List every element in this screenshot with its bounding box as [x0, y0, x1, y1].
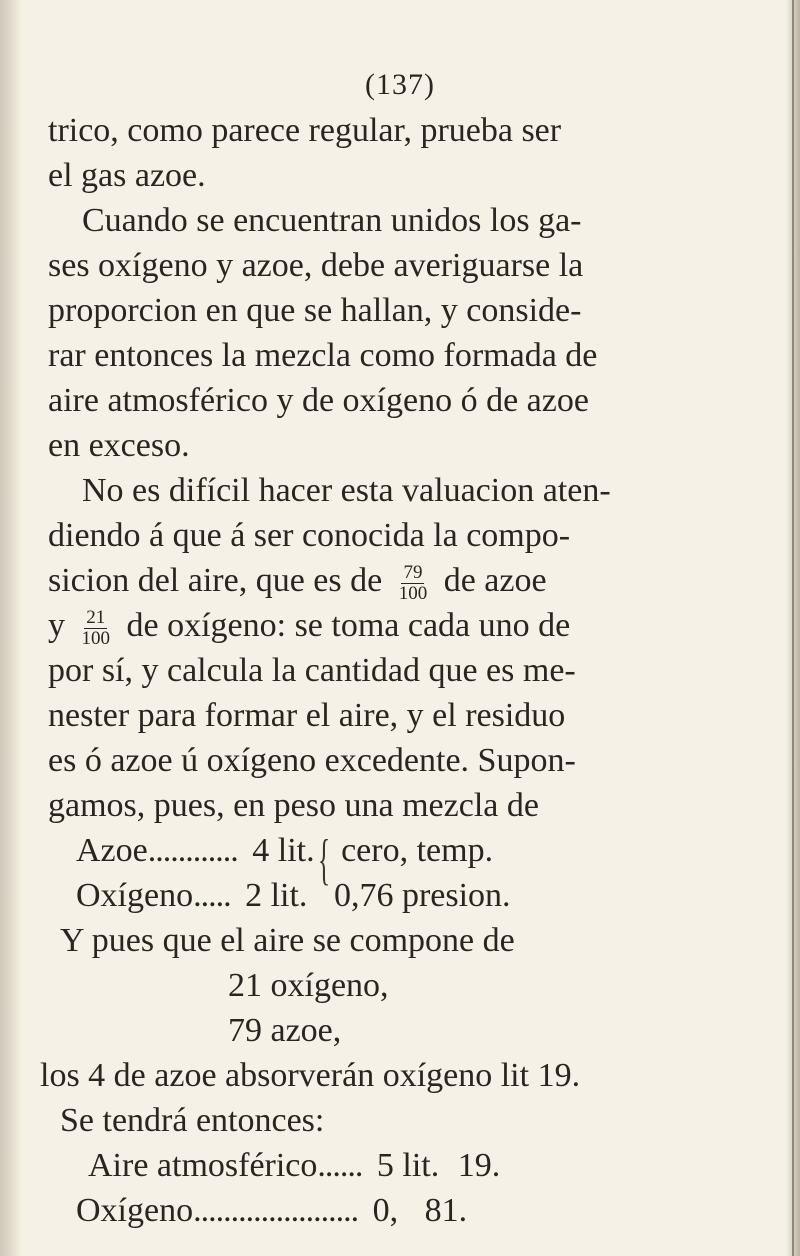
text-line — [48, 603, 638, 648]
text-line — [48, 963, 638, 1008]
text-line — [48, 198, 638, 243]
text-line — [48, 153, 638, 198]
text-line — [48, 738, 638, 783]
result-name: Aire atmosférico — [88, 1147, 318, 1184]
text-line — [48, 648, 638, 693]
result-decimal: 19. — [457, 1147, 501, 1184]
fraction-oxigeno — [80, 608, 113, 649]
body-text — [40, 108, 638, 1233]
fraction-numerator: 21 — [86, 606, 106, 628]
text-line — [48, 423, 638, 468]
result-name: Oxígeno — [76, 1192, 194, 1229]
result-dots: ...... — [317, 1147, 363, 1184]
page-number: (137) — [365, 68, 435, 101]
mixture-amount: 4 lit. — [252, 832, 315, 869]
text-line-content: los 4 de azoe absorverán oxígeno lit 19. — [40, 1057, 581, 1094]
text-line — [48, 693, 638, 738]
text-line-content: diendo á que á ser conocida la compo- — [48, 517, 571, 554]
mixture-condition: cero, temp. — [341, 832, 494, 869]
text-line-content: ses oxígeno y azoe, debe averiguarse la — [48, 247, 584, 284]
text-line-content: sicion del aire, que es de — [48, 562, 383, 599]
text-line-content: nester para formar el aire, y el residuo — [48, 697, 566, 734]
text-line-content: Se tendrá entonces: — [60, 1102, 325, 1139]
fraction-numerator: 79 — [403, 561, 423, 583]
text-line — [48, 1098, 638, 1143]
text-line — [48, 1008, 638, 1053]
text-line-content: rar entonces la mezcla como formada de — [48, 337, 598, 374]
mixture-dots: ..... — [193, 877, 231, 914]
text-line-content: por sí, y calcula la cantidad que es me- — [48, 652, 576, 689]
text-line-content: Y pues que el aire se compone de — [60, 922, 515, 959]
text-line-content: 21 oxígeno, — [228, 967, 389, 1004]
text-line-content: de oxígeno: se toma cada uno de — [126, 607, 571, 644]
mixture-table — [48, 828, 638, 918]
brace-glyph: { — [318, 829, 331, 891]
text-line — [48, 558, 638, 603]
text-line — [48, 783, 638, 828]
text-line-content: aire atmosférico y de oxígeno ó de azoe — [48, 382, 589, 419]
text-line-content: trico, como parece regular, prueba ser — [48, 112, 562, 149]
text-line-content: Cuando se encuentran unidos los ga- — [82, 202, 582, 239]
text-line-content: en exceso. — [48, 427, 190, 464]
mixture-amount: 2 lit. — [245, 877, 308, 914]
text-line — [48, 918, 638, 963]
text-line-content: y — [48, 607, 65, 644]
text-line — [48, 243, 638, 288]
page-binding-shadow — [0, 0, 22, 1256]
result-dots: ...................... — [193, 1192, 359, 1229]
text-line — [48, 108, 638, 153]
text-line-content: gamos, pues, en peso una mezcla de — [48, 787, 539, 824]
text-line-content: 79 azoe, — [228, 1012, 342, 1049]
mixture-condition: 0,76 presion. — [333, 877, 511, 914]
result-row — [48, 1143, 638, 1188]
text-line — [48, 288, 638, 333]
text-line-content: el gas azoe. — [48, 157, 206, 194]
text-line — [40, 1053, 638, 1098]
mixture-name: Oxígeno — [76, 877, 194, 914]
text-line-content: No es difícil hacer esta valuacion aten- — [82, 472, 611, 509]
result-decimal: 81. — [424, 1192, 468, 1229]
mixture-row — [48, 828, 638, 873]
fraction-denominator: 100 — [398, 582, 428, 604]
page-edge-line — [792, 0, 794, 1256]
text-line — [48, 333, 638, 378]
text-line — [48, 513, 638, 558]
text-line-content: es ó azoe ú oxígeno excedente. Supon- — [48, 742, 576, 779]
text-line-content: de azoe — [443, 562, 547, 599]
mixture-dots: ............ — [147, 832, 238, 869]
text-line-content: proporcion en que se hallan, y conside- — [48, 292, 582, 329]
result-amount: 0, — [372, 1192, 399, 1229]
result-row — [48, 1188, 638, 1233]
text-line — [48, 378, 638, 423]
text-line — [48, 468, 638, 513]
fraction-denominator: 100 — [81, 627, 110, 649]
mixture-name: Azoe — [76, 832, 148, 869]
result-amount: 5 lit. — [376, 1147, 440, 1184]
mixture-row — [48, 873, 638, 918]
fraction-azoe — [397, 563, 430, 604]
